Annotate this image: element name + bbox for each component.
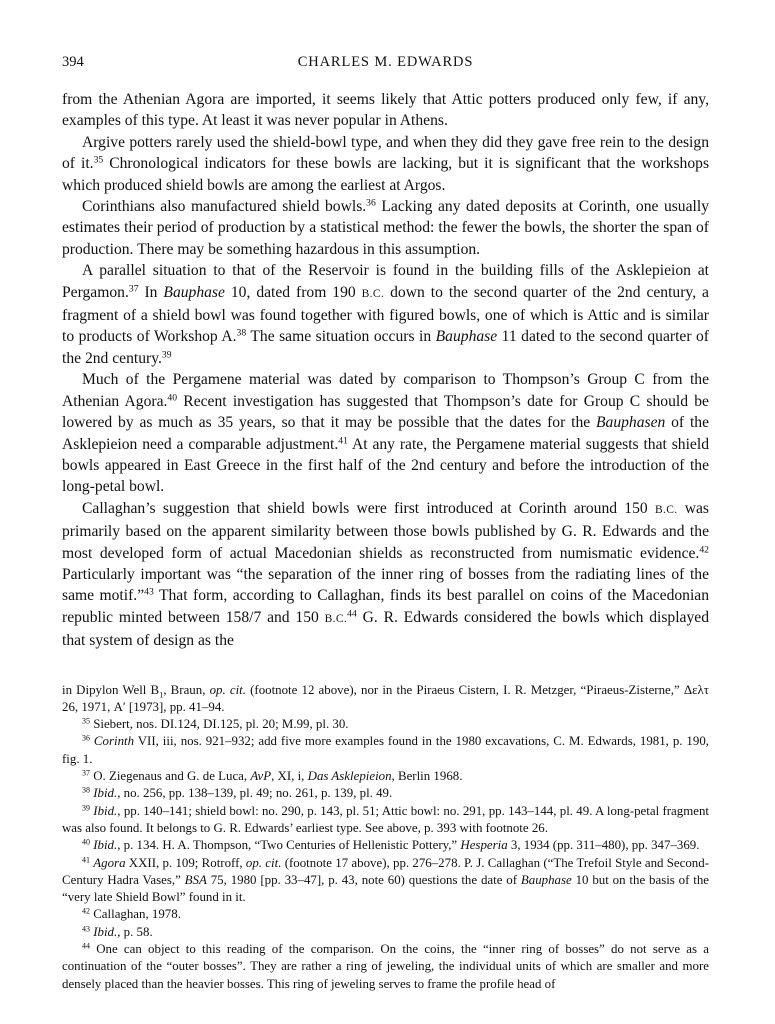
footnote-ref-38[interactable]: 38: [236, 328, 247, 340]
text-run: Recent investigation has suggested that Thompson’s date for Group C should be lowered by as much as 35 years, so that it may be possible that the dates for the: [62, 392, 709, 432]
footnote-number: 40: [82, 837, 90, 847]
italic-term: Corinth: [93, 734, 135, 749]
text-run: (footnote 12 above), nor in the Piraeus Cistern, I. R. Metzger, “Piraeus-Zisterne,”: [245, 682, 684, 697]
text-run: , p. 58.: [117, 924, 153, 939]
greek-abbrev: Δελτ: [683, 682, 709, 697]
text-run: down to the second quarter of the 2nd century, a fragment of a shield bowl was found together with figured bowls, one of which is Attic and is similar to products of Workshop A.: [62, 283, 709, 346]
text-run: O. Ziegenaus and G. de Luca,: [89, 769, 251, 784]
text-run: , p. 134. H. A. Thompson, “Two Centuries of Hellenistic Pottery,”: [117, 838, 461, 853]
era-abbrev: B.C.: [654, 503, 678, 516]
italic-term: Das Asklepieion: [307, 769, 392, 784]
subscript: 1: [159, 690, 164, 700]
footnote-ref-36[interactable]: 36: [366, 197, 376, 209]
body-paragraph-2: [62, 132, 709, 196]
body-text: [62, 89, 709, 652]
text-run: 11 dated to the second quarter of the 2nd century.: [62, 328, 709, 367]
page-header: [62, 54, 709, 76]
text-run: VII, iii, nos. 921–932; add five more examples found in the 1980 excavations, C. M. Edwards, 1981, p. 190, fig. 1.: [62, 734, 709, 766]
text-run: In: [138, 283, 164, 301]
footnote-ref-35[interactable]: 35: [93, 154, 104, 166]
page-number: 394: [62, 54, 84, 70]
footnote-ref-41[interactable]: 41: [338, 435, 348, 447]
text-run: Lacking any dated deposits at Corinth, one usually estimates their period of production by a statistical method: the fewer the bowls, the shorter the span of production. There may be something hazardous in this assumption.: [62, 198, 709, 258]
text-run: 10, dated from 190: [224, 283, 362, 301]
text-run: Callaghan’s suggestion that shield bowls were first introduced at Corinth around 150: [82, 499, 655, 517]
text-run: Siebert, nos. DI.124, DI.125, pl. 20; M.99, pl. 30.: [89, 717, 349, 732]
footnote-43: [62, 924, 709, 941]
italic-term: Bauphase: [435, 328, 498, 346]
footnote-number: 35: [82, 716, 90, 726]
footnote-number: 44: [82, 941, 90, 951]
footnote-number: 42: [82, 907, 90, 917]
text-run: in Dipylon Well B: [62, 682, 160, 697]
text-run: was primarily based on the apparent similarity between those bowls published by G. R. Edwards and the most developed form of actual Macedonian shields as reconstructed from numismatic evidence.: [62, 499, 709, 562]
body-paragraph-3: [62, 196, 709, 260]
text-run: , Berlin 1968.: [391, 769, 463, 784]
body-paragraph-5: [62, 369, 709, 497]
italic-term: Bauphase: [163, 283, 225, 301]
footnote-ref-44[interactable]: 44: [347, 608, 357, 620]
italic-term: Ibid.: [93, 803, 118, 818]
footnote-ref-37[interactable]: 37: [128, 283, 139, 295]
footnote-35: [62, 716, 709, 733]
italic-term: op. cit.: [245, 855, 282, 870]
text-run: Corinthians also manufactured shield bowls.: [82, 198, 367, 216]
text-run: Particularly important was “the separation of the inner ring of bosses from the radiating lines of the same motif.”: [62, 565, 709, 605]
text-run: That form, according to Callaghan, finds its best parallel on coins of the Macedonian republic minted between 158/7 and 150: [62, 587, 710, 626]
text-run: Chronological indicators for these bowls are lacking, but it is significant that the workshops which produced shield bowls are among the earliest at Argos.: [62, 155, 710, 194]
footnote-ref-39[interactable]: 39: [161, 349, 172, 361]
era-abbrev: B.C.: [324, 612, 348, 625]
text-run: , no. 256, pp. 138–139, pl. 49; no. 261, p. 139, pl. 49.: [117, 786, 393, 801]
italic-term: Ibid.: [93, 924, 118, 939]
italic-term: Ibid.: [93, 786, 118, 801]
body-paragraph-6: [62, 498, 709, 652]
footnote-42: [62, 906, 709, 923]
text-run: 3, 1934 (pp. 311–480), pp. 347–369.: [507, 838, 700, 853]
footnote-continuation: [62, 682, 709, 717]
text-run: Callaghan, 1978.: [89, 907, 181, 922]
text-run: Much of the Pergamene material was dated by comparison to Thompson’s Group C from the Athenian Agora.: [62, 371, 709, 410]
italic-term: BSA: [184, 872, 207, 887]
footnote-44: [62, 941, 709, 993]
footnote-number: 41: [82, 855, 90, 865]
text-run: 26, 1971, A′ [1973], pp. 41–94.: [62, 699, 225, 714]
footnote-39: [62, 803, 709, 838]
italic-term: AvP: [250, 769, 272, 784]
italic-term: Ibid.: [93, 838, 118, 853]
footnote-ref-43[interactable]: 43: [144, 587, 154, 599]
footnote-ref-40[interactable]: 40: [167, 392, 178, 404]
text-run: , pp. 140–141; shield bowl: no. 290, p. 143, pl. 51; Attic bowl: no. 291, pp. 143–144, pl. 49. A long-petal fragment was also found. It belongs to G. R. Edwards’ earliest type. See above, p. 393 with footnote 26.: [62, 803, 709, 835]
text-run: G. R. Edwards considered the bowls which displayed that system of design as the: [62, 608, 709, 650]
text-run: , Braun,: [163, 682, 210, 697]
footnote-40: [62, 837, 709, 854]
footnote-number: 39: [82, 803, 90, 813]
text-run: 75, 1980 [pp. 33–47], p. 43, note 60) questions the date of: [206, 872, 521, 887]
italic-term: Agora: [93, 855, 126, 870]
body-paragraph-1: [62, 89, 709, 132]
text-run: At any rate, the Pergamene material suggests that shield bowls appeared in East Greece in the first half of the 2nd century and before the introduction of the long-petal bowl.: [62, 435, 709, 496]
italic-term: op. cit.: [209, 682, 246, 697]
footnote-number: 36: [82, 734, 90, 744]
text-run: from the Athenian Agora are imported, it seems likely that Attic potters produced only few, if any, examples of this type. At least it was never popular in Athens.: [62, 91, 709, 130]
text-run: of the Asklepieion need a comparable adjustment.: [62, 414, 709, 453]
italic-term: Bauphasen: [596, 414, 666, 432]
footnote-number: 43: [82, 924, 90, 934]
text-run: One can object to this reading of the comparison. On the coins, the “inner ring of bosses” do not serve as a continuation of the “outer bosses”. They are rather a ring of jeweling, the individual units of which are smaller and more densely placed than the heavier bosses. This ring of jeweling serves to frame the profile head of: [62, 942, 709, 991]
text-run: , XI, i,: [271, 769, 308, 784]
era-abbrev: B.C.: [361, 287, 385, 300]
text-run: (footnote 17 above), pp. 276–278. P. J. Callaghan (“The Trefoil Style and Second-Century Hadra Vases,”: [62, 855, 709, 887]
footnote-41: [62, 855, 709, 907]
footnote-37: [62, 768, 709, 785]
text-run: A parallel situation to that of the Reservoir is found in the building fills of the Asklepieion at Pergamon.: [62, 262, 709, 301]
italic-term: Hesperia: [460, 838, 508, 853]
footnote-number: 37: [82, 768, 90, 778]
footnote-number: 38: [82, 785, 90, 795]
italic-term: Bauphase: [520, 872, 572, 887]
text-run: XXII, p. 109; Rotroff,: [125, 855, 246, 870]
footnote-36: [62, 733, 709, 768]
footnote-38: [62, 785, 709, 802]
footnote-ref-42[interactable]: 42: [699, 544, 709, 556]
text-run: Argive potters rarely used the shield-bowl type, and when they did they gave free rein to the design of it.: [62, 133, 709, 173]
text-run: 10 but on the basis of the “very late Shield Bowl” found in it.: [62, 872, 710, 905]
running-head: CHARLES M. EDWARDS: [297, 54, 474, 70]
text-run: The same situation occurs in: [246, 328, 436, 346]
footnotes: [62, 682, 709, 993]
body-paragraph-4: [62, 260, 709, 369]
